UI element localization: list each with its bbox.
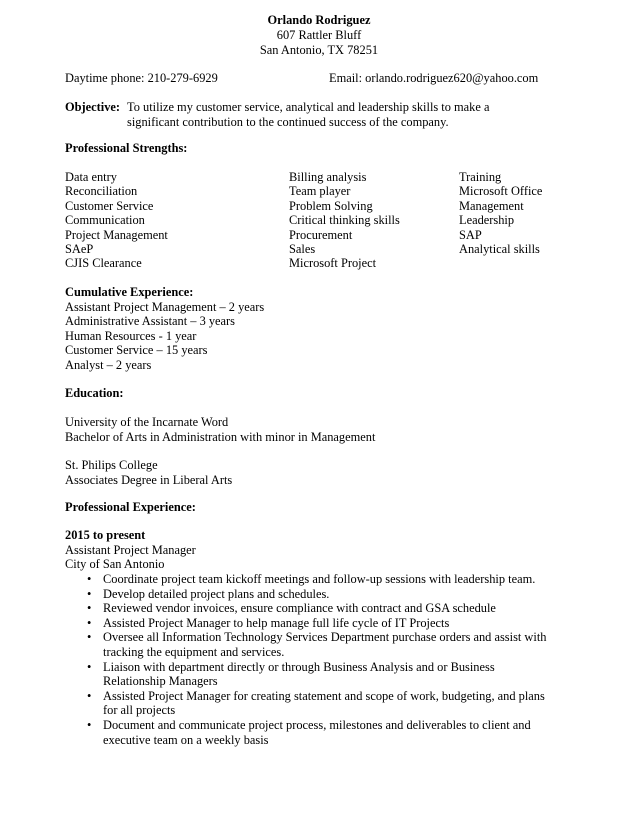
strength-item: Sales [289,241,316,256]
contact-line [65,71,540,86]
cumulative-item: Customer Service – 15 years [65,343,208,357]
cumulative-item: Human Resources - 1 year [65,328,197,343]
strength-item: Project Management [65,227,168,242]
strengths-column-2 [289,170,400,271]
strengths-heading: Professional Strengths: [65,141,188,155]
cumulative-heading: Cumulative Experience: [65,285,194,299]
strength-item: SAeP [65,241,94,256]
strength-item: Problem Solving [289,198,373,213]
cumulative-item: Analyst – 2 years [65,357,152,372]
cumulative-item: Assistant Project Management – 2 years [65,299,265,314]
objective-line-1: To utilize my customer service, analytical and leadership skills to make a [127,100,490,114]
duty-item [87,630,557,659]
duty-item [87,572,557,587]
city-state-zip: San Antonio, TX 78251 [259,43,379,57]
strengths-column-1 [65,170,168,271]
strength-item: SAP [459,227,482,242]
strength-item: CJIS Clearance [65,256,142,271]
bullet-icon: • [87,717,92,732]
strength-item: Reconciliation [65,184,138,199]
job-header [65,528,196,572]
strength-item: Training [459,170,502,184]
strength-item: Microsoft Project [289,256,377,271]
cumulative-experience-section [65,285,264,372]
bullet-icon: • [87,586,92,601]
degree: Bachelor of Arts in Administration with minor in Management [65,429,376,444]
duty-text: Assisted Project Manager to help manage full life cycle of IT Projects [103,615,450,630]
resume-header [0,13,638,58]
bullet-icon: • [87,572,92,586]
strength-item: Microsoft Office [459,184,543,199]
bullet-icon: • [87,659,92,674]
job-role: Assistant Project Manager [65,542,196,557]
objective-text [127,100,527,129]
strength-item: Team player [289,184,351,199]
job-employer: City of San Antonio [65,557,165,571]
daytime-phone: Daytime phone: 210-279-6929 [65,71,218,85]
job-duties-list [87,572,557,747]
strength-item: Analytical skills [459,241,540,256]
strength-item: Leadership [459,213,515,228]
duty-text: Reviewed vendor invoices, ensure compliance with contract and GSA schedule [103,601,496,616]
bullet-icon: • [87,688,92,703]
objective-line-2: significant contribution to the continued success of the company. [127,114,449,129]
duty-text: Oversee all Information Technology Services Department purchase orders and assist with tracking the equipment and services. [103,630,547,659]
strength-item: Customer Service [65,198,154,213]
job-period: 2015 to present [65,528,146,542]
street-address: 607 Rattler Bluff [276,28,362,42]
duty-item [87,616,557,631]
duty-item [87,601,557,616]
education-entry-1 [65,415,375,444]
degree: Associates Degree in Liberal Arts [65,472,233,487]
bullet-icon: • [87,615,92,630]
strength-item: Billing analysis [289,170,367,184]
email-address: Email: orlando.rodriguez620@yahoo.com [329,71,539,85]
bullet-icon: • [87,630,92,645]
duty-text: Document and communicate project process, milestones and deliverables to client and executive team on a weekly basis [103,717,531,747]
education-heading: Education: [65,386,124,400]
strength-item: Communication [65,213,145,228]
strength-item: Management [459,198,524,213]
duty-text: Develop detailed project plans and schedules. [103,586,330,601]
duty-item [87,718,557,747]
strengths-column-3 [459,170,542,256]
cumulative-item: Administrative Assistant – 3 years [65,314,236,328]
strength-item: Critical thinking skills [289,213,400,228]
education-entry-2 [65,458,232,487]
strength-item: Data entry [65,170,117,184]
bullet-icon: • [87,601,92,616]
duty-text: Liaison with department directly or through Business Analysis and or Business Relationship Managers [103,659,495,689]
strength-item: Procurement [289,227,353,242]
objective-label: Objective: [65,100,121,114]
duty-text: Coordinate project team kickoff meetings and follow-up sessions with leadership team. [103,572,536,586]
candidate-name: Orlando Rodriguez [267,13,371,27]
duty-item [87,660,557,689]
duty-item [87,689,557,718]
school-name: University of the Incarnate Word [65,415,229,429]
duty-item [87,587,557,602]
duty-text: Assisted Project Manager for creating statement and scope of work, budgeting, and plans for all projects [103,688,545,718]
experience-heading: Professional Experience: [65,500,196,514]
school-name: St. Philips College [65,458,158,472]
